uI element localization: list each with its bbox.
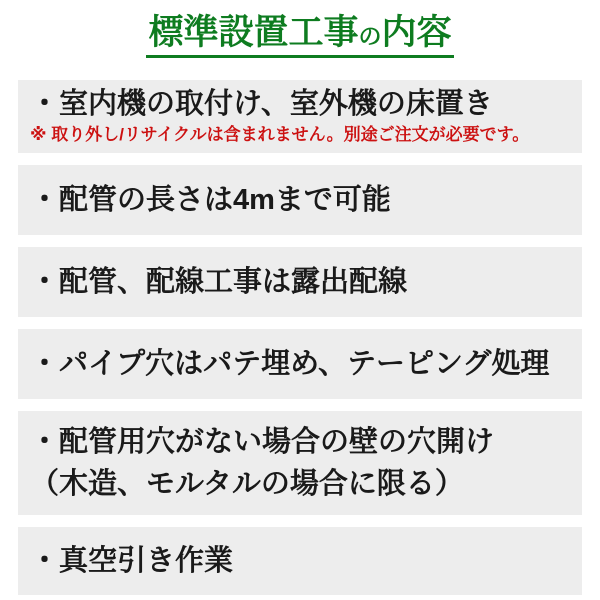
items-list	[0, 80, 600, 595]
item-text: ・配管の長さは4mまで可能	[30, 183, 391, 216]
item-text: ・室内機の取付け、室外機の床置き	[30, 87, 493, 120]
list-item	[18, 411, 582, 515]
item-note: ※ 取り外し/リサイクルは含まれません。別途ご注文が必要です。	[30, 124, 530, 144]
page-title-particle: の	[358, 23, 382, 49]
page-title-suffix: 内容	[381, 13, 452, 52]
title-wrap	[0, 0, 600, 58]
list-item	[18, 165, 582, 235]
page-title-prefix: 標準設置工事	[148, 13, 359, 52]
item-text-line2: （木造、モルタルの場合に限る）	[30, 468, 464, 501]
item-text: ・パイプ穴はパテ埋め、テーピング処理	[30, 347, 550, 380]
page-title	[146, 13, 453, 58]
item-text: ・配管用穴がない場合の壁の穴開け	[30, 426, 495, 459]
list-item	[18, 247, 582, 317]
item-text: ・配管、配線工事は露出配線	[30, 265, 408, 298]
list-item	[18, 80, 582, 153]
item-text: ・真空引き作業	[30, 544, 234, 577]
list-item	[18, 329, 582, 399]
list-item	[18, 527, 582, 595]
